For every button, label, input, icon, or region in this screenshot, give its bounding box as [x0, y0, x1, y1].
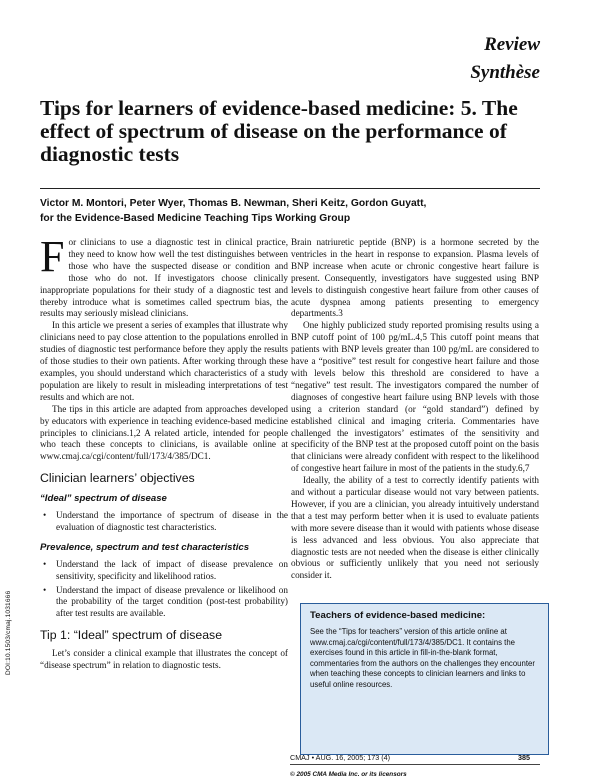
journal-citation: CMAJ • AUG. 16, 2005; 173 (4) — [290, 753, 390, 762]
section-label-en: Review — [484, 34, 540, 55]
col2-paragraph-2: One highly publicized study reported promising results using a BNP cutoff point of 100 pg/mL.4,5 This cutoff point means that patients with BNP levels greater than 100 pg/mL are considered to have a “positive” test result for congestive heart failure and those with levels below this threshold are considered to have a “negative” test result. The investigators compared the number of diagnoses of congestive heart failure using BNP levels with those using a criterion standard (or “gold standard”) defined by established clinical and imaging criteria. Commentaries have challenged the investigators’ estimates of the sensitivity and specificity of the BNP test at the proposed cutoff point on the basis that clinicians were already confident with respect to the likelihood of congestive heart failure in most of the patients in the study.6,7 — [291, 320, 539, 474]
col2-paragraph-3: Ideally, the ability of a test to correctly identify patients with and without a particular disease would not vary between patients. However, if you are a clinician, you already intuitively understand that a test may perform better when it is used to evaluate patients with more severe disease than it would with patients whose disease is less advanced and less obvious. You also appreciate that diagnostic tests are not needed when the disease is either clinically obvious or sufficiently unlikely that you need not seriously consider it. — [291, 475, 539, 581]
objectives-subheading-1: “Ideal” spectrum of disease — [40, 493, 167, 505]
intro-paragraph-3: The tips in this article are adapted from approaches developed by educators with experience in teaching evidence-based medicine principles to clinicians.1,2 A related article, intended for people who teach these concepts to clinicians, is available online at www.cmaj.ca/cgi/content/full/173/4/385/DC1. — [40, 403, 288, 462]
objective-bullet-3: • Understand the impact of disease prevalence or likelihood on the probability of the target condition (post-test probability) after test results are available. — [40, 585, 288, 621]
author-block — [40, 196, 560, 226]
objectives-subheading-2: Prevalence, spectrum and test characteristics — [40, 541, 250, 553]
tip1-paragraph-1: Let’s consider a clinical example that illustrates the concept of “disease spectrum” in relation to diagnostic tests. — [40, 648, 288, 671]
title-divider — [40, 188, 540, 189]
intro-paragraph-2: In this article we present a series of examples that illustrate why clinicians need to pay close attention to the populations enrolled in studies of diagnostic test performance before they apply the results of those studies to their own patients. After working through these examples, you should understand which characteristics of a study population are likely to result in misleading interpretations of test results and which are not. — [40, 320, 288, 402]
drop-cap: F — [40, 232, 65, 281]
right-column — [291, 237, 539, 582]
doi-label: DOI:10.1503/cmaj.1031666 — [5, 590, 12, 675]
objectives-heading: Clinician learners’ objectives — [40, 471, 195, 486]
author-group: for the Evidence-Based Medicine Teaching Tips Working Group — [40, 213, 351, 224]
tip1-heading: Tip 1: “Ideal” spectrum of disease — [40, 628, 223, 643]
objective-bullet-1: • Understand the importance of spectrum of disease in the evaluation of diagnostic test characteristics. — [40, 510, 288, 534]
article-title: Tips for learners of evidence-based medicine: 5. The effect of spectrum of disease on the performance of diagnostic tests — [40, 96, 518, 166]
col2-paragraph-1: Brain natriuretic peptide (BNP) is a hormone secreted by the ventricles in the heart in response to expansion. Plasma levels of BNP increase when acute or chronic congestive heart failure is present. Consequently, investigators have suggested using BNP levels to distinguish congestive heart failure from other causes of acute dyspnea among patients presenting to emergency departments.3 — [291, 237, 539, 319]
teachers-box-title: Teachers of evidence-based medicine: — [310, 610, 486, 621]
page-footer — [290, 753, 530, 762]
objective-bullet-2: • Understand the lack of impact of disease prevalence on sensitivity, specificity and likelihood ratios. — [40, 559, 288, 583]
teachers-box — [300, 603, 549, 755]
intro-text-1: or clinicians to use a diagnostic test in clinical practice, they need to know how well the test distinguishes between those who have the suspected disease or condition and those who do not. If investigators choose clinically inappropriate populations for their study of a diagnostic test and thereby introduce what is sometimes called spectrum bias, the results may seriously mislead clinicians. — [40, 237, 288, 319]
section-label-fr: Synthèse — [470, 62, 540, 83]
intro-paragraph-1 — [40, 232, 288, 320]
footer-divider — [290, 764, 540, 765]
copyright-notice: © 2005 CMA Media Inc. or its licensors — [290, 771, 407, 778]
left-column — [40, 232, 288, 672]
teachers-box-text: See the “Tips for teachers” version of this article online at www.cmaj.ca/cgi/content/full/173/4/385/DC1. It contains the exercises found in this article in fill-in-the-blank format, commentaries from the authors on the challenges they encounter when teaching these concepts to clinician learners and links to useful online resources. — [310, 627, 535, 689]
page-number: 385 — [518, 753, 530, 762]
author-names: Victor M. Montori, Peter Wyer, Thomas B. Newman, Sheri Keitz, Gordon Guyatt, — [40, 198, 427, 209]
